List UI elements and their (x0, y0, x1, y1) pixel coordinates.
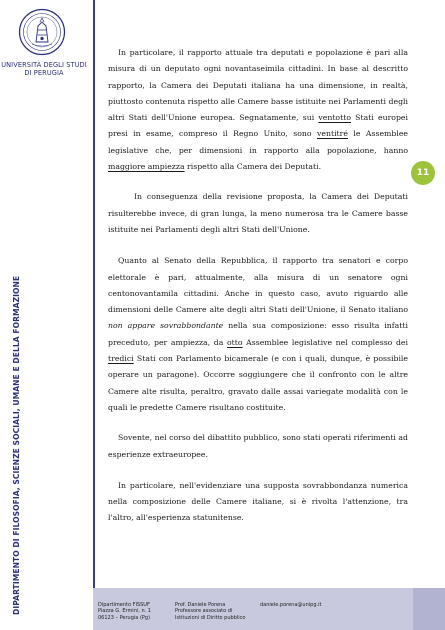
underlined-text: ventitré (317, 129, 348, 139)
footer-dept-line3: 06123 – Perugia (Pg) (98, 614, 151, 621)
underlined-text: maggiore ampiezza (108, 162, 185, 172)
paragraph-1 (108, 45, 408, 175)
footer-prof-line2: Professore associato di (175, 608, 233, 615)
footer-prof-line3: Istituzioni di Diritto pubblico (175, 614, 246, 621)
footer-department (98, 602, 151, 621)
sidebar-divider (93, 0, 95, 630)
italic-text: non appare sovrabbondante (108, 321, 224, 331)
text-run: rispetto alla Camera dei Deputati. (184, 162, 322, 172)
text-run: Quanto al Senato della Repubblica, il rapporto tra senatori e corpo elettorale è pari, attualmente, alla misura di un senatore ogni centonovantamila cittadini. Anche in questo caso, avuto riguardo alle dimensioni delle Camere alte degli altri Stati dell'Unione, il Senato italiano (108, 256, 408, 315)
text-run: Assemblee legislative nel complesso dei (242, 337, 408, 347)
footer-professor (175, 602, 245, 621)
text-run: Stati con Parlamento bicamerale (e con i quali, dunque, è possibile operare un paragone). Occorre soggiungere che il confronto con le altre Camere alte risulta, peraltro, gravato dalle assai variegate modalità con le quali le predette Camere risultano costituite. (108, 354, 408, 412)
document-body (108, 45, 408, 527)
paragraph-2: In conseguenza della revisione proposta, la Camera dei Deputati risulterebbe invece, di gran lunga, la meno numerosa tra le Camere basse istituite nei Parlamenti degli altri Stati dell'Unione. (108, 192, 408, 234)
paragraph-4: Sovente, nel corso del dibattito pubblico, sono stati operati riferimenti ad esperienze extraeuropee. (108, 433, 408, 459)
footer-accent-block (413, 588, 445, 630)
footer-dept-line1: Dipartimento FISSUF (98, 602, 150, 608)
footer-email[interactable]: daniele.porena@unipg.it (260, 602, 322, 608)
footer-prof-line1: Prof. Daniele Porena (175, 602, 226, 608)
university-name-line1: UNIVERSITÀ DEGLI STUDI (1, 61, 87, 69)
university-seal-logo (18, 8, 66, 56)
text-run: nella sua composizione: esso risulta infatti preceduto, per ampiezza, da (108, 321, 408, 347)
paragraph-3 (108, 253, 408, 416)
text-run: Stati europei presi in esame, compreso il Regno Unito, sono (108, 113, 408, 139)
underlined-text: ventotto (318, 113, 351, 123)
university-name (0, 61, 88, 77)
text-run: le Assemblee legislative che, per dimensioni in rapporto alla popolazione, hanno (108, 129, 408, 155)
text-run: In particolare, il rapporto attuale tra deputati e popolazione è pari alla misura di un deputato ogni novantaseimila cittadini. In base al descritto rapporto, la Camera dei Deputati italiana ha una dimensione, in realtà, piuttosto contenuta rispetto alle Camere basse istituite nei Parlamenti degli altri Stati dell'Unione europea. Segnatamente, sui (108, 48, 408, 123)
footer-dept-line2: Piazza G. Ermini, n. 1 (98, 608, 151, 615)
sidebar (0, 0, 93, 630)
department-name-vertical: DIPARTIMENTO DI FILOSOFIA, SCIENZE SOCIALI, UMANE E DELLA FORMAZIONE (12, 275, 21, 615)
university-name-line2: DI PERUGIA (24, 69, 64, 77)
footer (93, 588, 445, 630)
underlined-text: otto (226, 337, 243, 347)
paragraph-5: In particolare, nell'evidenziare una supposta sovrabbondanza numerica nella composizione delle Camere italiane, si è rivolta l'attenzione, tra l'altro, all'esperienza statunitense. (108, 480, 408, 523)
underlined-text: tredici (108, 354, 134, 364)
page-number-badge: 11 (411, 161, 435, 185)
